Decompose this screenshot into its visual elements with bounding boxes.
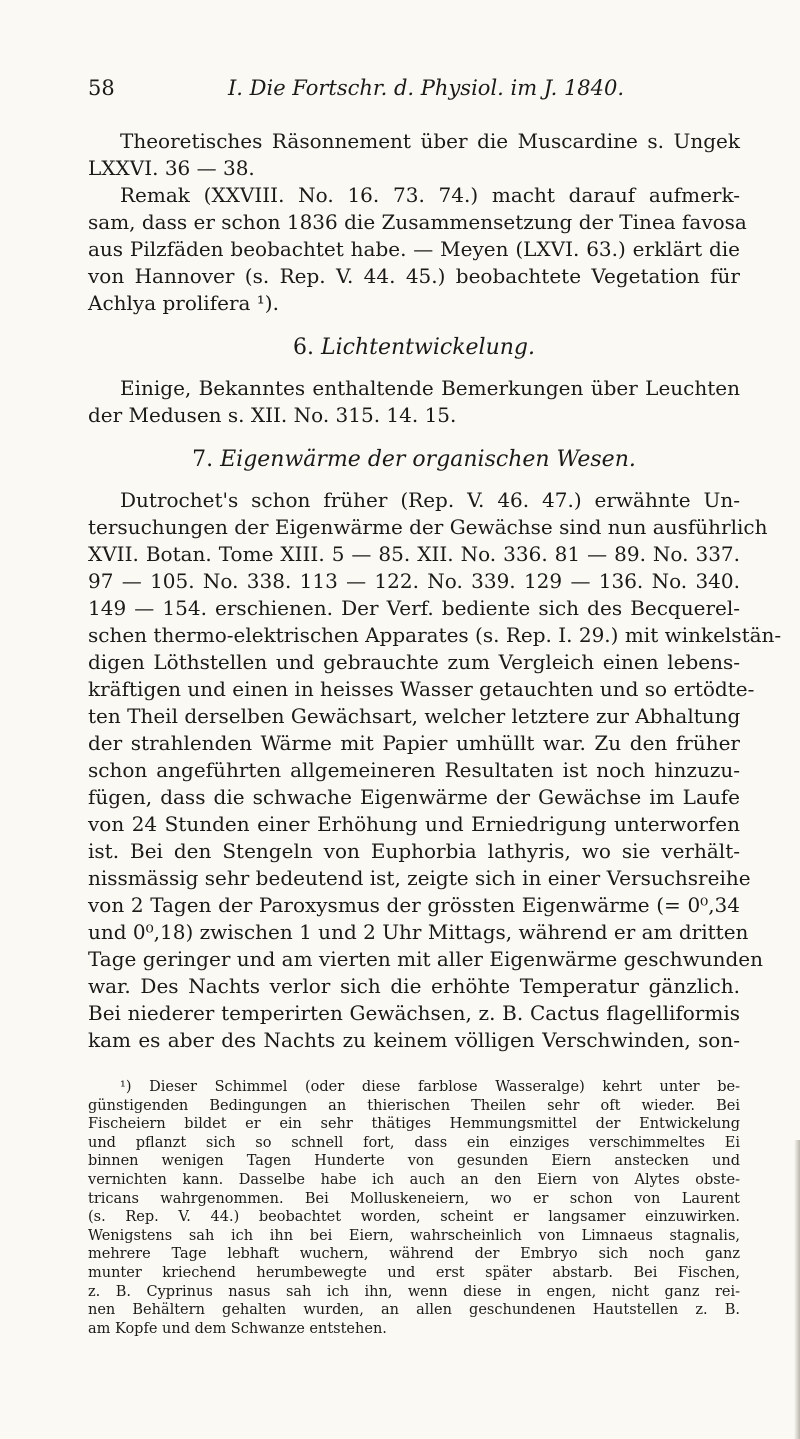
section-heading-7 [88, 445, 740, 475]
footnote-line: günstigenden Bedingungen an thierischen Theilen sehr oft wieder. Bei [88, 1097, 740, 1114]
footnote-line: binnen wenigen Tagen Hunderte von gesunden Eiern anstecken und [88, 1153, 740, 1170]
section-number: 6. [293, 335, 314, 360]
text-line: ist. Bei den Stengeln von Euphorbia lathyris, wo sie verhält- [88, 839, 740, 863]
main-text [88, 128, 782, 1054]
page-header [88, 76, 740, 116]
text-line: von Hannover (s. Rep. V. 44. 45.) beobachtete Vegetation für [88, 264, 740, 288]
footnote-line: (s. Rep. V. 44.) beobachtet worden, scheint er langsamer einzuwirken. [88, 1209, 740, 1226]
text-line: kräftigen und einen in heisses Wasser getauchten und so ertödte- [88, 677, 755, 701]
text-line: Theoretisches Räsonnement über die Muscardine s. Ungek [120, 129, 740, 153]
paragraph-remak [88, 182, 747, 317]
text-line: war. Des Nachts verlor sich die erhöhte Temperatur gänzlich. [88, 974, 740, 998]
text-line: schon angeführten allgemeineren Resultaten ist noch hinzuzu- [88, 758, 740, 782]
text-line: schen thermo-elektrischen Apparates (s. Rep. I. 29.) mit winkelstän- [88, 623, 782, 647]
text-line: nissmässig sehr bedeutend ist, zeigte sich in einer Versuchsreihe [88, 866, 751, 890]
section-number: 7. [192, 447, 214, 472]
text-line: Achlya prolifera ¹). [88, 291, 279, 315]
text-line: von 2 Tagen der Paroxysmus der grössten Eigenwärme (= 0⁰,34 [88, 893, 740, 917]
text-line: Tage geringer und am vierten mit aller Eigenwärme geschwunden [88, 947, 763, 971]
text-line: digen Löthstellen und gebrauchte zum Vergleich einen lebens- [88, 650, 740, 674]
footnote-line: z. B. Cyprinus nasus sah ich ihn, wenn diese in engen, nicht ganz rei- [88, 1283, 740, 1300]
text-line: XVII. Botan. Tome XIII. 5 — 85. XII. No. 336. 81 — 89. No. 337. [88, 542, 740, 566]
footnote-line: Fischeiern bildet er ein sehr thätiges Hemmungsmittel der Entwickelung [88, 1116, 740, 1133]
page-number: 58 [88, 76, 115, 100]
text-line: der strahlenden Wärme mit Papier umhüllt war. Zu den früher [88, 731, 740, 755]
text-line: Dutrochet's schon früher (Rep. V. 46. 47.) erwähnte Un- [120, 488, 740, 512]
text-line: und 0⁰,18) zwischen 1 und 2 Uhr Mittags, während er am dritten [88, 920, 749, 944]
text-line: fügen, dass die schwache Eigenwärme der Gewächse im Laufe [88, 785, 740, 809]
text-line: kam es aber des Nachts zu keinem völligen Verschwinden, son- [88, 1028, 740, 1052]
footnote-line: mehrere Tage lebhaft wuchern, während der Embryo sich noch ganz [88, 1246, 740, 1263]
text-line: Remak (XXVIII. No. 16. 73. 74.) macht darauf aufmerk- [120, 183, 740, 207]
text-line: aus Pilzfäden beobachtet habe. — Meyen (LXVI. 63.) erklärt die [88, 237, 740, 261]
footnote-line: munter kriechend herumbewegte und erst später abstarb. Bei Fischen, [88, 1264, 740, 1281]
text-line: ten Theil derselben Gewächsart, welcher letztere zur Abhaltung [88, 704, 741, 728]
footnote-line: Wenigstens sah ich ihn bei Eiern, wahrscheinlich von Limnaeus stagnalis, [88, 1227, 740, 1244]
running-head: I. Die Fortschr. d. Physiol. im J. 1840. [228, 76, 625, 100]
paragraph-dutrochet [88, 487, 782, 1054]
text-line: Bei niederer temperirten Gewächsen, z. B. Cactus flagelliformis [88, 1001, 740, 1025]
section-heading-6 [88, 333, 740, 363]
text-line: der Medusen s. XII. No. 315. 14. 15. [88, 403, 457, 427]
text-line: 97 — 105. No. 338. 113 — 122. No. 339. 129 — 136. No. 340. [88, 569, 740, 593]
footnote-line: am Kopfe und dem Schwanze entstehen. [88, 1320, 387, 1337]
text-line: 149 — 154. erschienen. Der Verf. bediente sich des Becquerel- [88, 596, 740, 620]
paragraph-muscardine [88, 128, 740, 182]
page-edge-shadow [794, 1140, 800, 1439]
text-line: tersuchungen der Eigenwärme der Gewächse sind nun ausführlich [88, 515, 768, 539]
footnote-line: vernichten kann. Dasselbe habe ich auch an den Eiern von Alytes obste- [88, 1171, 740, 1188]
footnote-line: und pflanzt sich so schnell fort, dass ein einziges verschimmeltes Ei [88, 1134, 740, 1151]
text-line: von 24 Stunden einer Erhöhung und Erniedrigung unterworfen [88, 812, 740, 836]
footnote-line: nen Behältern gehalten wurden, an allen geschundenen Hautstellen z. B. [88, 1302, 740, 1319]
text-line: Einige, Bekanntes enthaltende Bemerkungen über Leuchten [120, 376, 740, 400]
section-title: Lichtentwickelung. [321, 335, 535, 360]
section-title: Eigenwärme der organischen Wesen. [220, 447, 636, 472]
footnote [88, 1078, 740, 1338]
text-line: sam, dass er schon 1836 die Zusammensetzung der Tinea favosa [88, 210, 747, 234]
paragraph-leuchten [88, 375, 740, 429]
footnote-line: ¹) Dieser Schimmel (oder diese farblose Wasseralge) kehrt unter be- [120, 1079, 740, 1095]
footnote-line: tricans wahrgenommen. Bei Molluskeneiern, wo er schon von Laurent [88, 1190, 740, 1207]
text-line: LXXVI. 36 — 38. [88, 156, 255, 180]
